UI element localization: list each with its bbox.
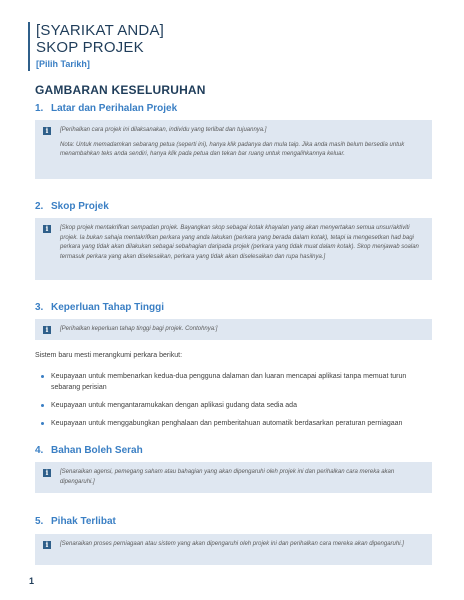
section-heading-1 [35, 103, 177, 114]
tip-text: [Perihalkan cara projek ini dilaksanakan, individu yang terlibat dan tujuannya.] [60, 127, 267, 133]
section-number: 3. [35, 302, 44, 313]
page-number: 1 [29, 576, 35, 586]
list-item [35, 418, 435, 429]
bullet-icon [41, 404, 44, 407]
list-item-text: Keupayaan untuk membenarkan kedua-dua pengguna dalaman dan luaran mencapai aplikasi tanpa memuat turun sebarang perisian [51, 373, 407, 391]
section-title: Pihak Terlibat [51, 516, 116, 527]
section-heading-2 [35, 201, 109, 212]
main-heading: GAMBARAN KESELURUHAN [35, 83, 206, 97]
section-number: 2. [35, 201, 44, 212]
info-icon: i [43, 326, 51, 334]
bullet-icon [41, 375, 44, 378]
info-icon: i [43, 541, 51, 549]
section-title: Keperluan Tahap Tinggi [51, 302, 164, 313]
tip-text: [Senaraikan proses perniagaan atau sistem yang akan dipengaruhi oleh projek ini dan perihalkan cara mereka akan dipengaruhi.] [60, 541, 404, 547]
tip-text: [Senaraikan agensi, pemegang saham atau bahagian yang akan dipengaruhi oleh projek ini dan perihalkan cara mereka akan dipengaruhi.] [60, 469, 395, 485]
list-item [35, 400, 435, 411]
section-heading-3 [35, 302, 164, 313]
tip-text: [Perihalkan keperluan tahap tinggi bagi projek. Contohnya:] [60, 326, 218, 332]
bullet-icon [41, 422, 44, 425]
document-title[interactable]: SKOP PROJEK [36, 39, 144, 56]
title-block [28, 22, 416, 71]
body-paragraph: Sistem baru mesti merangkumi perkara berikut: [35, 352, 183, 359]
section-heading-4 [35, 445, 143, 456]
tip-box-2[interactable] [35, 218, 432, 280]
company-name[interactable]: [SYARIKAT ANDA] [36, 22, 165, 39]
section-heading-5 [35, 516, 116, 527]
tip-box-4[interactable] [35, 462, 432, 493]
list-item-text: Keupayaan untuk mengantaramukakan dengan aplikasi gudang data sedia ada [51, 402, 297, 409]
info-icon: i [43, 469, 51, 477]
info-icon: i [43, 127, 51, 135]
requirements-list [35, 371, 435, 436]
tip-box-3[interactable] [35, 319, 432, 340]
section-title: Bahan Boleh Serah [51, 445, 143, 456]
section-number: 1. [35, 103, 44, 114]
list-item [35, 371, 435, 393]
section-title: Skop Projek [51, 201, 109, 212]
date-picker[interactable]: [Pilih Tarikh] [36, 59, 90, 69]
section-number: 4. [35, 445, 44, 456]
section-number: 5. [35, 516, 44, 527]
tip-box-5[interactable] [35, 534, 432, 565]
tip-box-1[interactable] [35, 120, 432, 179]
section-title: Latar dan Perihalan Projek [51, 103, 178, 114]
tip-text: [Skop projek mentakrifkan sempadan projek. Bayangkan skop sebagai kotak khayalan yang akan menyertakan semua unsur/aktiviti projek. Ia bukan sahaja mentakrifkan perkara yang anda lakukan (perkara yang berada dalam kotak), tetapi ia mengesetkan had bagi perkara yang tidak akan dilakukan sebagai sebahagian daripada projek (perkara yang tidak muat dalam kotak). Skop menjawab soalan termasuk perkara yang akan diselesaikan, perkara yang tidak akan diselesaikan dan rupa hasilnya.] [60, 225, 419, 260]
info-icon: i [43, 225, 51, 233]
list-item-text: Keupayaan untuk menggabungkan penghalaan dan pemberitahuan automatik berdasarkan peraturan perniagaan [51, 420, 403, 427]
tip-note: Nota: Untuk memadamkan sebarang petua (seperti ini), hanya klik padanya dan mula taip. Jika anda masih belum bersedia untuk menambahkan teks anda sendiri, hanya klik pada petua dan tekan bar ruang untuk mengalihkannya keluar. [60, 141, 405, 157]
